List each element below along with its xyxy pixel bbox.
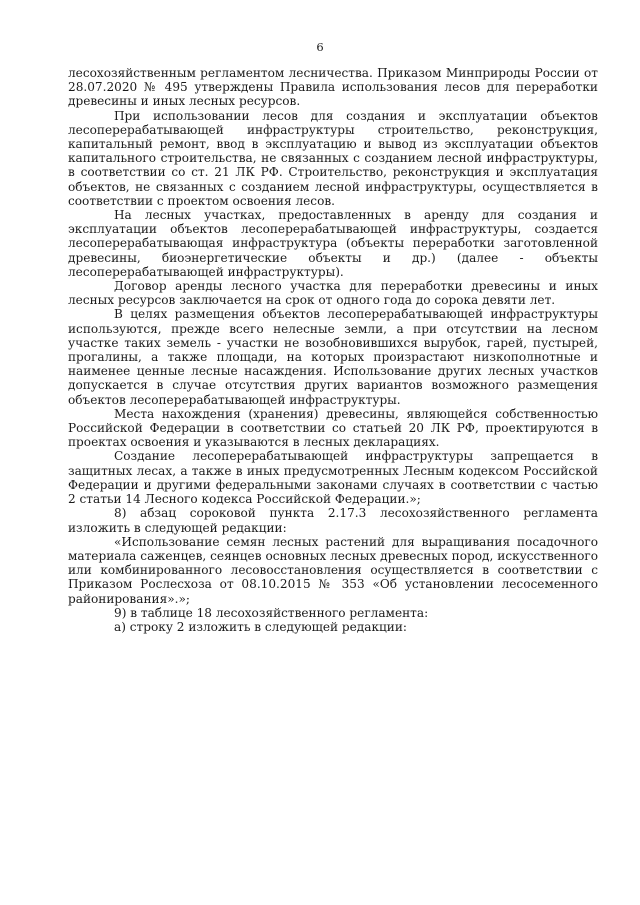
paragraph-1: лесохозяйственным регламентом лесничества. Приказом Минприроды России от 28.07.2020 № 495 утверждены Правила использования лесов для переработки древесины и иных лесных ресурсов.: [68, 66, 598, 109]
paragraph-8: 8) абзац сороковой пункта 2.17.3 лесохозяйственного регламента изложить в следующей редакции:: [68, 506, 598, 535]
paragraph-2: При использовании лесов для создания и эксплуатации объектов лесоперерабатывающей инфраструктуры строительство, реконструкция, капитальный ремонт, ввод в эксплуатацию и вывод из эксплуатации объектов капитального строительства, не связанных с созданием лесной инфраструктуры, в соответствии со ст. 21 ЛК РФ. Строительство, реконструкция и эксплуатация объектов, не связанных с созданием лесной инфраструктуры, осуществляется в соответствии с проектом освоения лесов.: [68, 108, 598, 208]
paragraph-6: Места нахождения (хранения) древесины, являющейся собственностью Российской Федерации в соответствии со статьей 20 ЛК РФ, проектируются в проектах освоения и указываются в лесных декларациях.: [68, 406, 598, 450]
page-number: 6: [316, 40, 324, 54]
paragraph-7: Создание лесоперерабатывающей инфраструктуры запрещается в защитных лесах, а также в иных предусмотренных Лесным кодексом Российской Федерации и другими федеральными законами случаях в соответствии с частью 2 статьи 14 Лесного кодекса Российской Федерации.»;: [68, 449, 598, 507]
paragraph-9: «Использование семян лесных растений для выращивания посадочного материала саженцев, сеянцев основных лесных древесных пород, искусственного или комбинированного лесовосстановления осуществляется в соответствии с Приказом Рослесхоза от 08.10.2015 № 353 «Об установлении лесосеменного районирования».»;: [68, 534, 598, 606]
paragraph-11: а) строку 2 изложить в следующей редакции:: [114, 619, 407, 634]
paragraph-5: В целях размещения объектов лесоперерабатывающей инфраструктуры используются, прежде всего нелесные земли, а при отсутствии на лесном участке таких земель - участки не возобновившихся вырубок, гарей, пустырей, прогалины, а также площади, на которых произрастают низкополнотные и наименее ценные лесные насаждения. Использование других лесных участков допускается в случае отсутствия других вариантов возможного размещения объектов лесоперерабатывающей инфраструктуры.: [68, 307, 598, 407]
paragraph-10: 9) в таблице 18 лесохозяйственного регламента:: [114, 605, 429, 620]
paragraph-3: На лесных участках, предоставленных в аренду для создания и эксплуатации объектов лесоперерабатывающей инфраструктуры, создается лесоперерабатывающая инфраструктура (объекты переработки заготовленной древесины, биоэнергетические объекты и др.) (далее - объекты лесоперерабатывающей инфраструктуры).: [68, 208, 598, 279]
document-body: [68, 66, 598, 634]
paragraph-4: Договор аренды лесного участка для переработки древесины и иных лесных ресурсов заключается на срок от одного года до сорока девяти лет.: [68, 279, 598, 308]
